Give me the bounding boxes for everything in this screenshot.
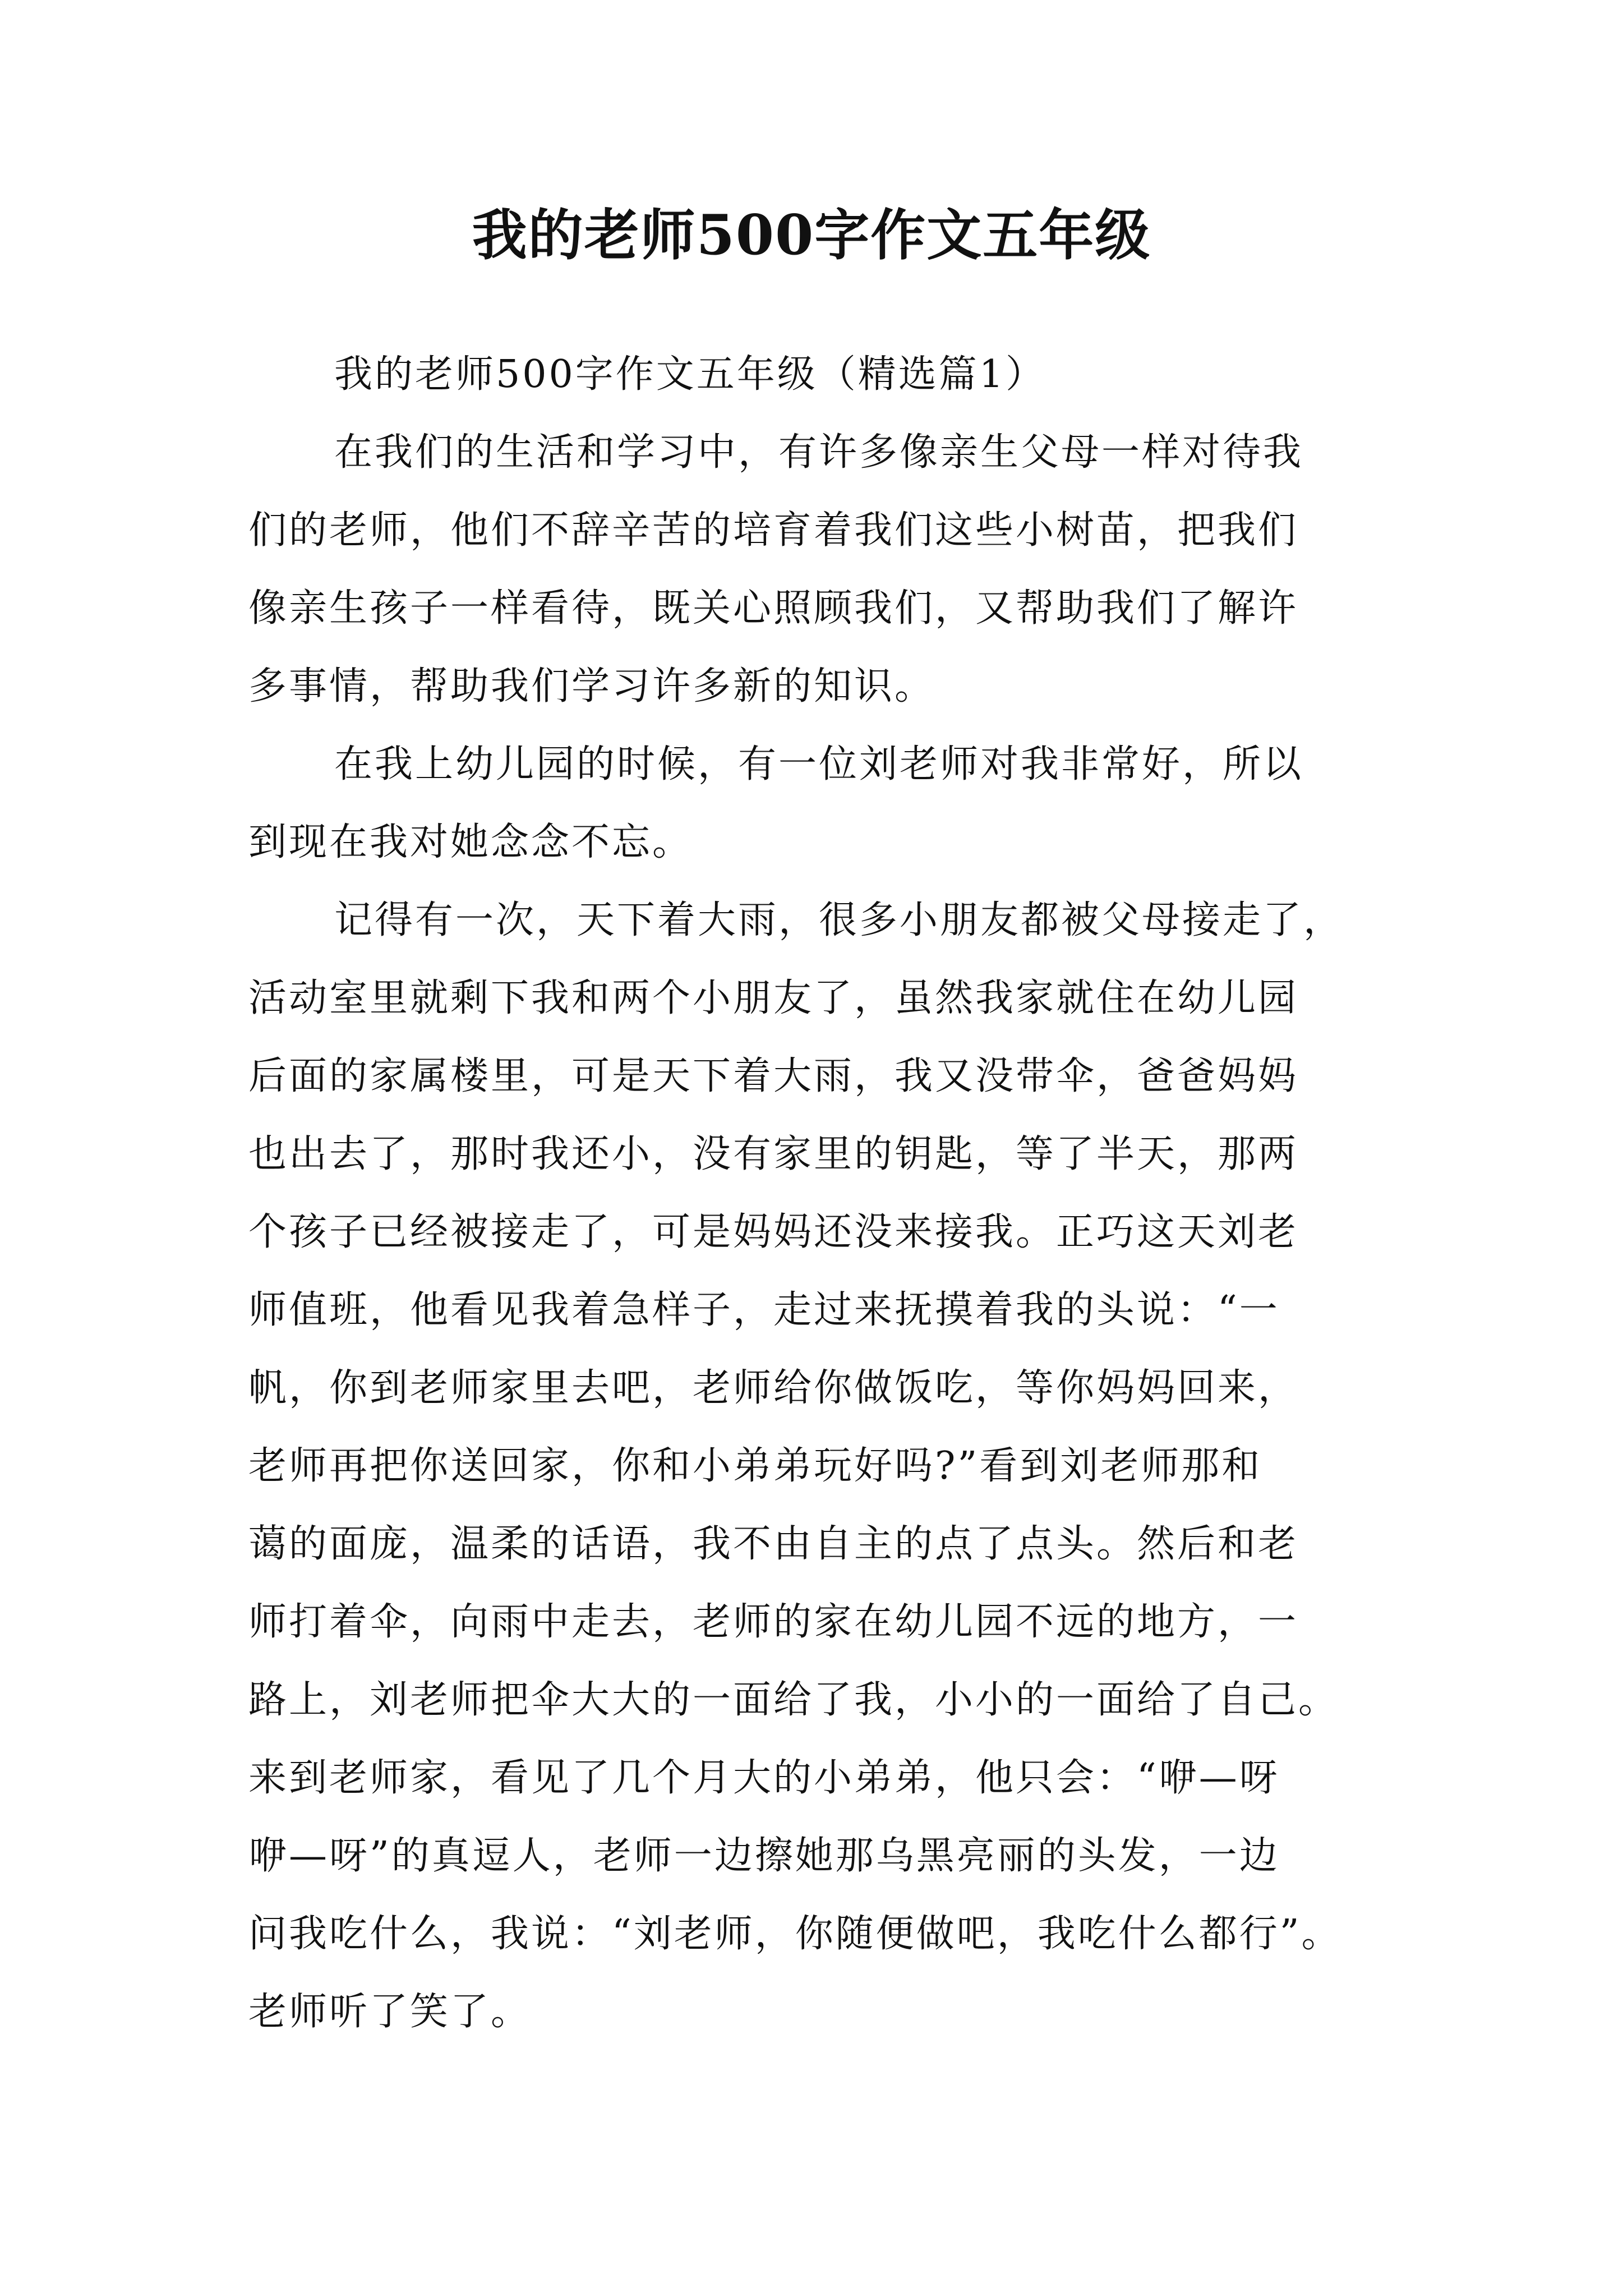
text-line: 活动室里就剩下我和两个小朋友了，虽然我家就住在幼儿园 xyxy=(248,976,1299,1020)
text-line: 到现在我对她念念不忘。 xyxy=(248,820,693,864)
text-line: 师值班，他看见我着急样子，走过来抚摸着我的头说：“一 xyxy=(248,1288,1280,1332)
text-line: 咿—呀”的真逗人，老师一边擦她那乌黑亮丽的头发，一边 xyxy=(248,1834,1280,1878)
text-line: 路上，刘老师把伞大大的一面给了我，小小的一面给了自己。 xyxy=(248,1678,1339,1722)
text-line: 在我们的生活和学习中，有许多像亲生父母一样对待我 xyxy=(334,430,1304,475)
document-body xyxy=(248,335,1398,2051)
text-line: 像亲生孩子一样看待，既关心照顾我们，又帮助我们了解许 xyxy=(248,586,1299,631)
text-line: 问我吃什么，我说：“刘老师，你随便做吧，我吃什么都行”。 xyxy=(248,1912,1342,1956)
text-line: 多事情，帮助我们学习许多新的知识。 xyxy=(248,664,935,708)
text-line: 们的老师，他们不辞辛苦的培育着我们这些小树苗，把我们 xyxy=(248,508,1299,553)
text-line: 老师听了笑了。 xyxy=(248,1990,532,2034)
text-line: 个孩子已经被接走了，可是妈妈还没来接我。正巧这天刘老 xyxy=(248,1210,1299,1254)
text-line: 我的老师500字作文五年级（精选篇1） xyxy=(334,352,1046,397)
text-line: 帆，你到老师家里去吧，老师给你做饭吃，等你妈妈回来， xyxy=(248,1366,1299,1410)
text-line: 来到老师家，看见了几个月大的小弟弟，他只会：“咿—呀 xyxy=(248,1756,1280,1800)
text-line: 记得有一次，天下着大雨，很多小朋友都被父母接走了， xyxy=(334,898,1344,942)
text-line: 在我上幼儿园的时候，有一位刘老师对我非常好，所以 xyxy=(334,742,1304,786)
text-line: 老师再把你送回家，你和小弟弟玩好吗?”看到刘老师那和 xyxy=(248,1444,1262,1488)
text-line: 后面的家属楼里，可是天下着大雨，我又没带伞，爸爸妈妈 xyxy=(248,1054,1299,1098)
document-title: 我的老师500字作文五年级 xyxy=(472,203,1151,268)
text-line: 蔼的面庞，温柔的话语，我不由自主的点了点头。然后和老 xyxy=(248,1522,1299,1566)
text-line: 也出去了，那时我还小，没有家里的钥匙，等了半天，那两 xyxy=(248,1132,1299,1176)
text-line: 师打着伞，向雨中走去，老师的家在幼儿园不远的地方，一 xyxy=(248,1600,1299,1644)
